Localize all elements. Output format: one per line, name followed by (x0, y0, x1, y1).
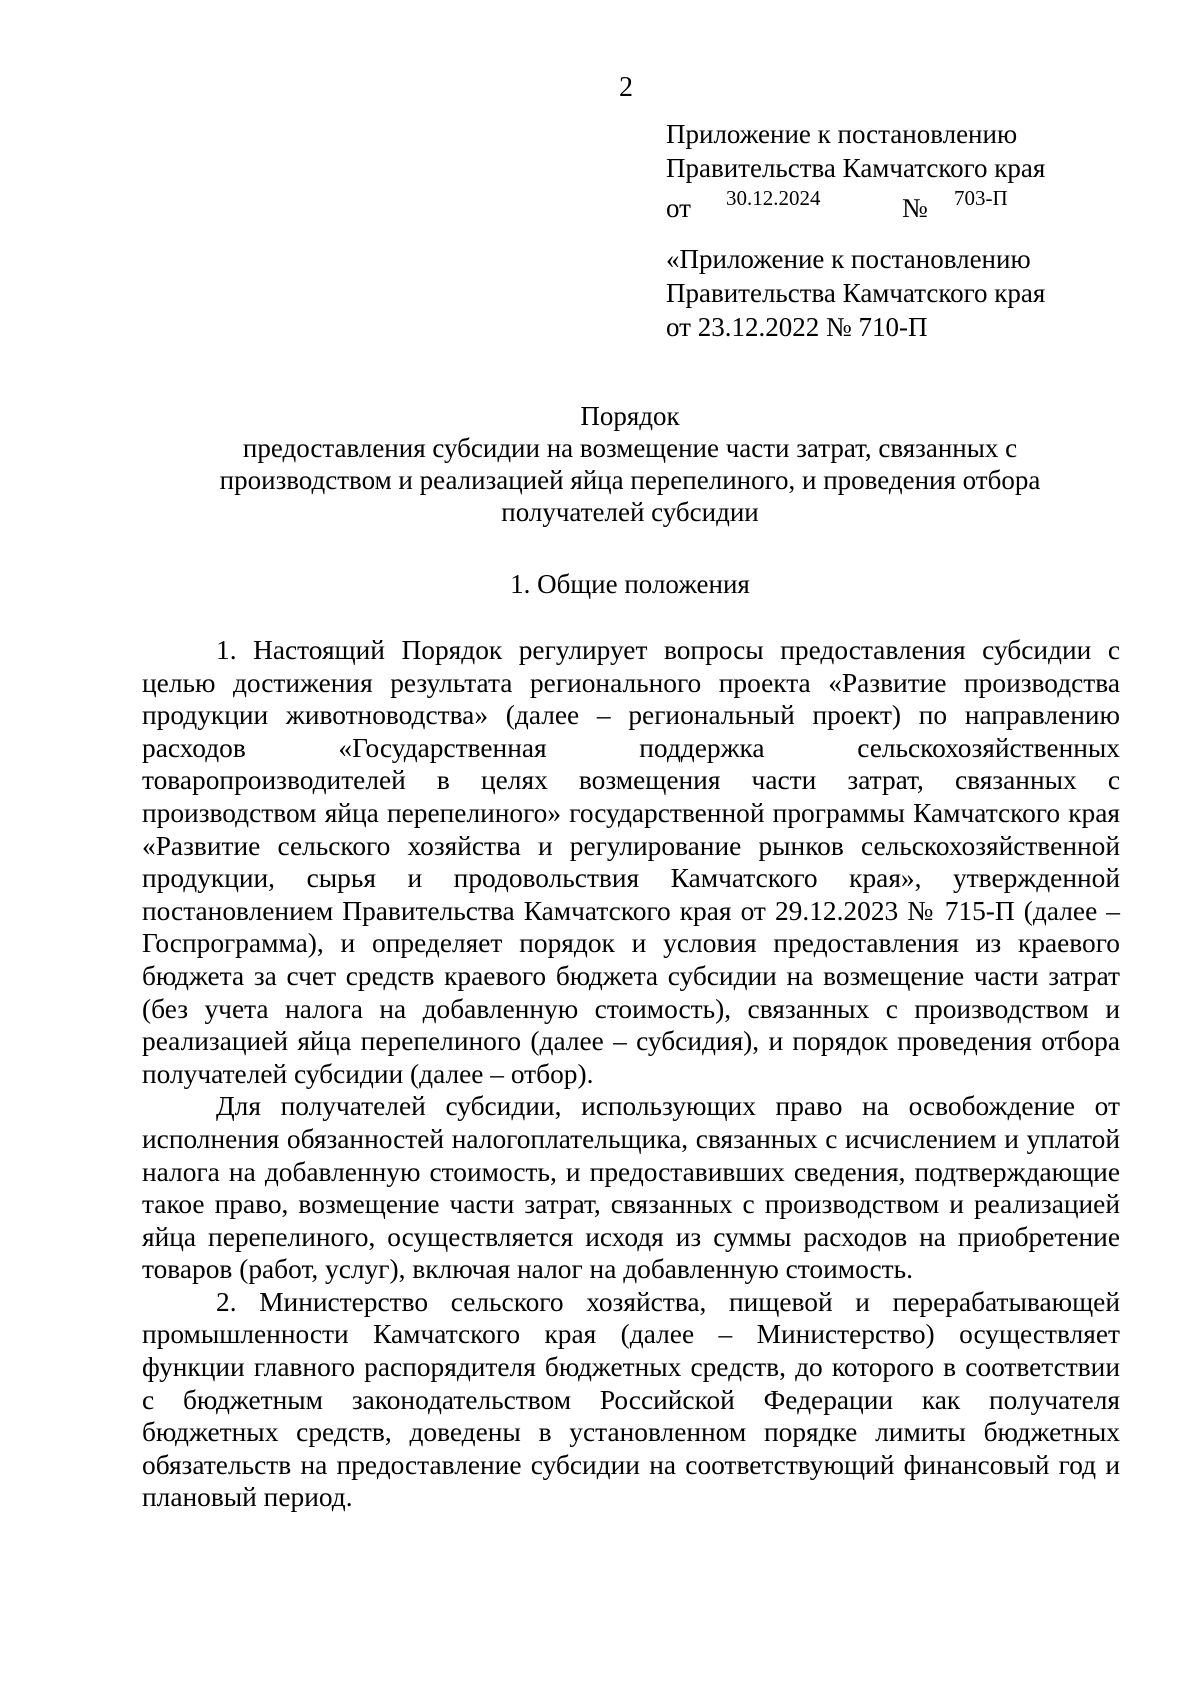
annex-new-line-2: Правительства Камчатского края (666, 153, 1046, 183)
body-text (142, 634, 1120, 1514)
paragraph-2: Для получателей субсидии, использующих право на освобождение от исполнения обязанностей налогоплательщика, связанных с исчислением и уплатой налога на добавленную стоимость, и предоставивших сведения, подтверждающие такое право, возмещение части затрат, связанных с производством и реализацией яйца перепелиного, осуществляется исходя из суммы расходов на приобретение товаров (работ, услуг), включая налог на добавленную стоимость. (142, 1091, 1120, 1285)
annex-new-meta (666, 185, 1045, 223)
annex-old-line-3: от 23.12.2022 № 710-П (666, 312, 928, 342)
document-title-line-2: предоставления субсидии на возмещение части затрат, связанных с (242, 433, 1018, 463)
paragraph-3: 2. Министерство сельского хозяйства, пищевой и перерабатывающей промышленности Камчатского края (далее – Министерство) осуществляет функции главного распорядителя бюджетных средств, до которого в соответствии с бюджетным законодательством Российской Федерации как получателя бюджетных средств, доведены в установленном порядке лимиты бюджетных обязательств на предоставление субсидии на соответствующий финансовый год и плановый период. (142, 1286, 1120, 1513)
document-title-line-1: Порядок (580, 401, 680, 431)
annex-old-line-1: «Приложение к постановлению (666, 244, 1031, 274)
section-heading: 1. Общие положения (510, 569, 750, 599)
document-title (180, 400, 1080, 528)
paragraph-1: 1. Настоящий Порядок регулирует вопросы предоставления субсидии с целью достижения результата регионального проекта «Развитие производства продукции животноводства» (далее – региональный проект) по направлению расходов «Государственная поддержка сельскохозяйственных товаропроизводителей в целях возмещения части затрат, связанных с производством яйца перепелиного» государственной программы Камчатского края «Развитие сельского хозяйства и регулирование рынков сельскохозяйственной продукции, сырья и продовольствия Камчатского края», утвержденной постановлением Правительства Камчатского края от 29.12.2023 № 715-П (далее – Госпрограмма), и определяет порядок и условия предоставления из краевого бюджета за счет средств краевого бюджета субсидии на возмещение части затрат (без учета налога на добавленную стоимость), связанных с производством и реализацией яйца перепелиного (далее – субсидия), и порядок проведения отбора получателей субсидии (далее – отбор). (142, 635, 1120, 1089)
annex-old-line-2: Правительства Камчатского края (666, 278, 1046, 308)
document-title-line-3: производством и реализацией яйца перепелиного, и проведения отбора (219, 465, 1041, 495)
document-title-line-4: получателей субсидии (501, 497, 759, 527)
annex-new-from-label: от (666, 193, 691, 223)
annex-new-block (666, 117, 1046, 223)
annex-new-number: 703-П (954, 186, 1008, 210)
annex-old-block (666, 242, 1045, 344)
annex-new-date: 30.12.2024 (726, 186, 821, 210)
annex-new-number-label: № (902, 193, 928, 223)
page-number: 2 (619, 72, 633, 103)
annex-new-line-1: Приложение к постановлению (666, 119, 1018, 149)
